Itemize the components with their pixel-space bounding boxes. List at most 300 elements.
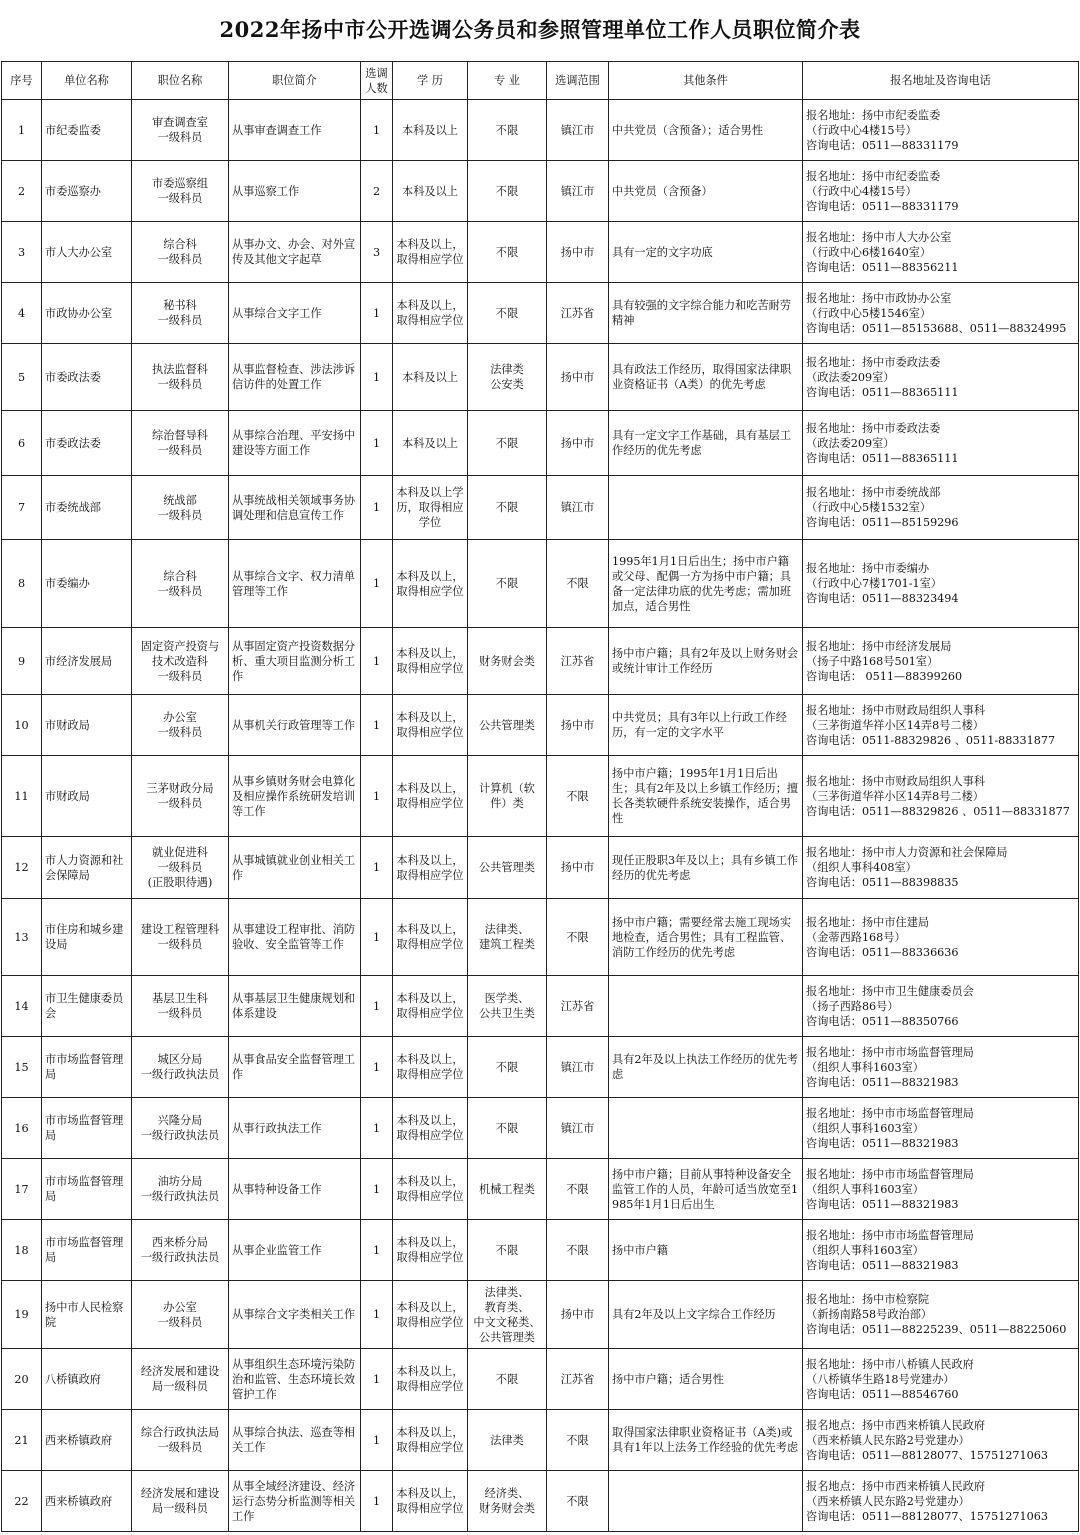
contact-address: 报名地址：扬中市检察院 （新扬南路58号政治部）	[806, 1293, 933, 1321]
cell-other-conditions: 扬中市户籍；需要经常去施工现场实地检查，适合男性；具有工程监管、消防工作经历的优先考虑	[609, 899, 803, 976]
table-row	[2, 1037, 1079, 1098]
cell-major: 不限	[468, 100, 547, 161]
cell-scope: 江苏省	[547, 283, 609, 344]
cell-contact	[803, 161, 1079, 222]
cell-position: 综合科 一级科员	[132, 540, 229, 628]
contact-address: 报名地址：扬中市住建局 （金蒂西路168号）	[806, 915, 930, 944]
cell-position: 执法监督科 一级科员	[132, 344, 229, 411]
table-row	[2, 756, 1079, 837]
cell-education: 本科及以上，取得相应学位	[393, 628, 468, 695]
cell-seq: 20	[2, 1349, 42, 1410]
cell-count: 1	[361, 695, 393, 756]
contact-phone: 咨询电话：0511—88398835	[806, 876, 959, 889]
cell-major: 法律类	[468, 1410, 547, 1471]
contact-address: 报名地址：扬中市委编办 （行政中心7楼1701-1室）	[806, 562, 942, 590]
cell-education: 本科及以上，取得相应学位	[393, 1471, 468, 1532]
cell-other-conditions: 扬中市户籍	[609, 1220, 803, 1281]
header-intro: 职位简介	[229, 62, 361, 100]
cell-unit: 市纪委监委	[42, 100, 132, 161]
cell-scope: 不限	[547, 540, 609, 628]
cell-intro: 从事建设工程审批、消防验收、安全监管等工作	[229, 899, 361, 976]
cell-seq: 9	[2, 628, 42, 695]
cell-position: 市委巡察组 一级科员	[132, 161, 229, 222]
table-row	[2, 222, 1079, 283]
cell-major: 不限	[468, 476, 547, 540]
contact-phone: 咨询电话：0511—88225239、0511—88225060	[806, 1323, 1067, 1336]
cell-major: 计算机（软件）类	[468, 756, 547, 837]
cell-major: 不限	[468, 1220, 547, 1281]
cell-position: 综合科 一级科员	[132, 222, 229, 283]
contact-address: 报名地址：扬中市纪委监委 （行政中心4楼15号）	[806, 169, 941, 198]
contact-address: 报名地址：扬中市人力资源和社会保障局 （组织人事科408室）	[806, 846, 1008, 874]
contact-address: 报名地址：扬中市市场监督管理局 （组织人事科1603室）	[806, 1228, 974, 1257]
cell-position: 办公室 一级科员	[132, 1281, 229, 1349]
cell-position: 办公室 一级科员	[132, 695, 229, 756]
cell-intro: 从事组织生态环境污染防治和监管、生态环境长效管护工作	[229, 1349, 361, 1410]
cell-major: 经济类、 财务财会类	[468, 1471, 547, 1532]
cell-unit: 扬中市人民检察院	[42, 1281, 132, 1349]
cell-other-conditions: 具有政法工作经历，取得国家法律职业资格证书（A类）的优先考虑	[609, 344, 803, 411]
cell-position: 经济发展和建设 局一级科员	[132, 1471, 229, 1532]
cell-unit: 西来桥镇政府	[42, 1410, 132, 1471]
contact-address: 报名地址：扬中市政协办公室 （行政中心5楼1546室）	[806, 291, 952, 320]
cell-position: 城区分局 一级行政执法员	[132, 1037, 229, 1098]
header-position: 职位名称	[132, 62, 229, 100]
cell-scope: 镇江市	[547, 1098, 609, 1159]
cell-seq: 3	[2, 222, 42, 283]
cell-other-conditions: 1995年1月1日后出生；扬中市户籍或父母、配偶一方为扬中市户籍；具备一定法律功底的优先考虑；需加班加点，适合男性	[609, 540, 803, 628]
cell-unit: 市经济发展局	[42, 628, 132, 695]
cell-scope: 扬中市	[547, 695, 609, 756]
cell-count: 1	[361, 1037, 393, 1098]
table-row	[2, 1098, 1079, 1159]
cell-unit: 市市场监督管理局	[42, 1098, 132, 1159]
cell-education: 本科及以上	[393, 100, 468, 161]
cell-education: 本科及以上，取得相应学位	[393, 540, 468, 628]
cell-unit: 市财政局	[42, 756, 132, 837]
cell-other-conditions: 具有一定文字工作基础，具有基层工作经历的优先考虑	[609, 411, 803, 476]
cell-education: 本科及以上，取得相应学位	[393, 837, 468, 899]
cell-unit: 八桥镇政府	[42, 1349, 132, 1410]
cell-education: 本科及以上，取得相应学位	[393, 1220, 468, 1281]
cell-unit: 市市场监督管理局	[42, 1159, 132, 1220]
table-row	[2, 837, 1079, 899]
cell-other-conditions: 具有一定的文字功底	[609, 222, 803, 283]
header-contact: 报名地址及咨询电话	[803, 62, 1079, 100]
cell-unit: 市政协办公室	[42, 283, 132, 344]
cell-position: 兴隆分局 一级行政执法员	[132, 1098, 229, 1159]
contact-phone: 咨询电话：0511—88356211	[806, 260, 959, 274]
cell-education: 本科及以上，取得相应学位	[393, 1037, 468, 1098]
cell-count: 1	[361, 540, 393, 628]
cell-scope: 镇江市	[547, 100, 609, 161]
cell-unit: 市住房和城乡建设局	[42, 899, 132, 976]
cell-count: 1	[361, 976, 393, 1037]
cell-count: 1	[361, 100, 393, 161]
header-edu: 学 历	[393, 62, 468, 100]
table-row	[2, 1159, 1079, 1220]
contact-address: 报名地址：扬中市卫生健康委员会 （扬子西路86号）	[806, 984, 974, 1013]
cell-count: 1	[361, 1281, 393, 1349]
cell-other-conditions: 扬中市户籍；1995年1月1日后出生；具有2年及以上乡镇工作经历；擅长各类软硬件系统安装操作，适合男性	[609, 756, 803, 837]
cell-intro: 从事企业监管工作	[229, 1220, 361, 1281]
cell-contact	[803, 1159, 1079, 1220]
position-table	[1, 61, 1079, 1532]
header-seq: 序号	[2, 62, 42, 100]
cell-seq: 1	[2, 100, 42, 161]
cell-major: 法律类、 教育类、 中文文秘类、 公共管理类	[468, 1281, 547, 1349]
cell-intro: 从事办文、办会、对外宣传及其他文字起草	[229, 222, 361, 283]
cell-count: 1	[361, 628, 393, 695]
cell-major: 医学类、 公共卫生类	[468, 976, 547, 1037]
cell-intro: 从事食品安全监督管理工作	[229, 1037, 361, 1098]
cell-other-conditions: 中共党员（含预备）	[609, 161, 803, 222]
cell-intro: 从事乡镇财务财会电算化及相应操作系统研发培训等工作	[229, 756, 361, 837]
cell-count: 1	[361, 1220, 393, 1281]
cell-scope: 扬中市	[547, 837, 609, 899]
cell-unit: 市财政局	[42, 695, 132, 756]
contact-phone: 咨询电话：0511—88331179	[806, 199, 959, 213]
cell-scope: 不限	[547, 1159, 609, 1220]
contact-phone: 咨询电话：0511—88321983	[806, 1075, 959, 1089]
cell-scope: 扬中市	[547, 344, 609, 411]
contact-phone: 咨询电话：0511—88336636	[806, 945, 959, 959]
cell-count: 1	[361, 1349, 393, 1410]
cell-major: 机械工程类	[468, 1159, 547, 1220]
cell-seq: 7	[2, 476, 42, 540]
cell-seq: 14	[2, 976, 42, 1037]
cell-position: 固定资产投资与 技术改造科 一级科员	[132, 628, 229, 695]
header-count: 选调人数	[361, 62, 393, 100]
contact-phone: 咨询电话：0511—88323494	[806, 592, 959, 605]
cell-contact	[803, 1037, 1079, 1098]
contact-phone: 咨询电话：0511—88128077、15751271063	[806, 1448, 1049, 1462]
table-row	[2, 161, 1079, 222]
cell-intro: 从事监督检查、涉法涉诉信访件的处置工作	[229, 344, 361, 411]
table-row	[2, 1281, 1079, 1349]
cell-position: 三茅财政分局 一级科员	[132, 756, 229, 837]
contact-address: 报名地址：扬中市委统战部 （行政中心5楼1532室）	[806, 486, 941, 514]
cell-education: 本科及以上，取得相应学位	[393, 222, 468, 283]
cell-scope: 扬中市	[547, 222, 609, 283]
cell-seq: 2	[2, 161, 42, 222]
cell-other-conditions: 具有2年及以上执法工作经历的优先考虑	[609, 1037, 803, 1098]
cell-other-conditions	[609, 1471, 803, 1532]
cell-count: 1	[361, 283, 393, 344]
contact-phone: 咨询电话：0511—88321983	[806, 1258, 959, 1272]
table-row	[2, 283, 1079, 344]
cell-count: 1	[361, 476, 393, 540]
cell-unit: 市人大办公室	[42, 222, 132, 283]
cell-position: 就业促进科 一级科员 (正股职待遇)	[132, 837, 229, 899]
cell-seq: 8	[2, 540, 42, 628]
cell-scope: 不限	[547, 1410, 609, 1471]
table-row	[2, 1471, 1079, 1532]
cell-intro: 从事全域经济建设、经济运行态势分析监测等相关工作	[229, 1471, 361, 1532]
cell-education: 本科及以上	[393, 161, 468, 222]
cell-intro: 从事综合执法、巡查等相关工作	[229, 1410, 361, 1471]
cell-intro: 从事综合文字工作	[229, 283, 361, 344]
contact-address: 报名地址：扬中市市场监督管理局 （组织人事科1603室）	[806, 1106, 974, 1135]
cell-unit: 西来桥镇政府	[42, 1471, 132, 1532]
cell-education: 本科及以上，取得相应学位	[393, 1281, 468, 1349]
header-other: 其他条件	[609, 62, 803, 100]
cell-education: 本科及以上，取得相应学位	[393, 976, 468, 1037]
cell-other-conditions	[609, 1098, 803, 1159]
cell-unit: 市委政法委	[42, 344, 132, 411]
cell-scope: 不限	[547, 1471, 609, 1532]
cell-seq: 15	[2, 1037, 42, 1098]
contact-address: 报名地址：扬中市委政法委 （政法委209室）	[806, 355, 941, 384]
contact-address: 报名地址：扬中市人大办公室 （行政中心6楼1640室）	[806, 230, 952, 259]
cell-education: 本科及以上，取得相应学位	[393, 1159, 468, 1220]
cell-intro: 从事审查调查工作	[229, 100, 361, 161]
cell-contact	[803, 1410, 1079, 1471]
contact-address: 报名地址：扬中市财政局组织人事科 （三茅街道华祥小区14弄8号二楼）	[806, 774, 986, 803]
cell-unit: 市委政法委	[42, 411, 132, 476]
cell-seq: 11	[2, 756, 42, 837]
cell-intro: 从事综合文字、权力清单管理等工作	[229, 540, 361, 628]
cell-scope: 江苏省	[547, 628, 609, 695]
cell-contact	[803, 411, 1079, 476]
cell-education: 本科及以上，取得相应学位	[393, 1098, 468, 1159]
contact-phone: 咨询电话：0511—88329826 、0511—88331877	[806, 804, 1070, 818]
cell-major: 不限	[468, 1037, 547, 1098]
header-scope: 选调范围	[547, 62, 609, 100]
contact-phone: 咨询电话： 0511—88399260	[806, 669, 963, 683]
cell-major: 不限	[468, 161, 547, 222]
table-row	[2, 695, 1079, 756]
cell-contact	[803, 976, 1079, 1037]
cell-other-conditions: 取得国家法律职业资格证书（A类)或具有1年以上法务工作经验的优先考虑	[609, 1410, 803, 1471]
cell-education: 本科及以上学历，取得相应学位	[393, 476, 468, 540]
contact-address: 报名地址：扬中市财政局组织人事科 （三茅街道华祥小区14弄8号二楼）	[806, 703, 986, 732]
cell-position: 基层卫生科 一级科员	[132, 976, 229, 1037]
cell-contact	[803, 1471, 1079, 1532]
cell-count: 3	[361, 222, 393, 283]
cell-position: 审查调查室 一级科员	[132, 100, 229, 161]
cell-unit: 市委巡察办	[42, 161, 132, 222]
cell-scope: 扬中市	[547, 411, 609, 476]
cell-education: 本科及以上，取得相应学位	[393, 756, 468, 837]
cell-major: 不限	[468, 283, 547, 344]
contact-phone: 咨询电话：0511—88546760	[806, 1387, 959, 1401]
cell-contact	[803, 899, 1079, 976]
table-row	[2, 1349, 1079, 1410]
cell-count: 1	[361, 1159, 393, 1220]
cell-education: 本科及以上，取得相应学位	[393, 1349, 468, 1410]
cell-education: 本科及以上，取得相应学位	[393, 1410, 468, 1471]
cell-seq: 21	[2, 1410, 42, 1471]
cell-seq: 12	[2, 837, 42, 899]
cell-major: 法律类 公安类	[468, 344, 547, 411]
cell-contact	[803, 100, 1079, 161]
cell-unit: 市委编办	[42, 540, 132, 628]
cell-count: 1	[361, 1410, 393, 1471]
contact-address: 报名地点：扬中市西来桥镇人民政府 （西来桥镇人民东路2号党建办）	[806, 1418, 986, 1447]
contact-address: 报名地址：扬中市八桥镇人民政府 （八桥镇华生路18号党建办）	[806, 1357, 974, 1386]
cell-major: 不限	[468, 1098, 547, 1159]
cell-other-conditions: 扬中市户籍；适合男性	[609, 1349, 803, 1410]
contact-phone: 咨询电话：0511—85153688、0511—88324995	[806, 321, 1067, 335]
table-row	[2, 628, 1079, 695]
cell-scope: 镇江市	[547, 161, 609, 222]
cell-contact	[803, 756, 1079, 837]
contact-phone: 咨询电话：0511—88321983	[806, 1136, 959, 1150]
contact-phone: 咨询电话：0511—88331179	[806, 138, 959, 152]
cell-scope: 镇江市	[547, 1037, 609, 1098]
table-row	[2, 100, 1079, 161]
cell-intro: 从事统战相关领域事务协调处理和信息宣传工作	[229, 476, 361, 540]
cell-major: 财务财会类	[468, 628, 547, 695]
cell-intro: 从事巡察工作	[229, 161, 361, 222]
cell-unit: 市人力资源和社会保障局	[42, 837, 132, 899]
cell-major: 公共管理类	[468, 837, 547, 899]
contact-address: 报名地址：扬中市市场监督管理局 （组织人事科1603室）	[806, 1167, 974, 1196]
contact-address: 报名地址：扬中市经济发展局 （扬子中路168号501室）	[806, 639, 952, 668]
cell-unit: 市委统战部	[42, 476, 132, 540]
cell-scope: 江苏省	[547, 1349, 609, 1410]
cell-major: 不限	[468, 222, 547, 283]
cell-other-conditions: 中共党员（含预备）；适合男性	[609, 100, 803, 161]
cell-intro: 从事行政执法工作	[229, 1098, 361, 1159]
header-row	[2, 62, 1079, 100]
table-row	[2, 1220, 1079, 1281]
table-row	[2, 976, 1079, 1037]
contact-address: 报名地址：扬中市纪委监委 （行政中心4楼15号）	[806, 108, 941, 137]
cell-contact	[803, 1098, 1079, 1159]
cell-scope: 江苏省	[547, 976, 609, 1037]
cell-education: 本科及以上	[393, 344, 468, 411]
cell-seq: 13	[2, 899, 42, 976]
cell-other-conditions: 扬中市户籍；具有2年及以上财务财会或统计审计工作经历	[609, 628, 803, 695]
cell-seq: 17	[2, 1159, 42, 1220]
cell-count: 1	[361, 756, 393, 837]
cell-contact	[803, 344, 1079, 411]
contact-phone: 咨询电话：0511—85159296	[806, 516, 959, 529]
cell-position: 经济发展和建设 局一级科员	[132, 1349, 229, 1410]
cell-other-conditions: 中共党员；具有3年以上行政工作经历，有一定的文字水平	[609, 695, 803, 756]
cell-contact	[803, 1349, 1079, 1410]
cell-education: 本科及以上，取得相应学位	[393, 899, 468, 976]
contact-phone: 咨询电话：0511-88329826 、0511-88331877	[806, 733, 1056, 747]
cell-contact	[803, 1220, 1079, 1281]
cell-seq: 22	[2, 1471, 42, 1532]
cell-other-conditions: 具有较强的文字综合能力和吃苦耐劳精神	[609, 283, 803, 344]
header-major: 专 业	[468, 62, 547, 100]
cell-unit: 市市场监督管理局	[42, 1220, 132, 1281]
cell-seq: 18	[2, 1220, 42, 1281]
cell-other-conditions: 扬中市户籍；目前从事特种设备安全监管工作的人员，年龄可适当放宽至1985年1月1日后出生	[609, 1159, 803, 1220]
contact-phone: 咨询电话：0511—88128077、15751271063	[806, 1509, 1049, 1523]
table-row	[2, 1410, 1079, 1471]
cell-scope: 扬中市	[547, 1281, 609, 1349]
cell-contact	[803, 1281, 1079, 1349]
cell-unit: 市卫生健康委员会	[42, 976, 132, 1037]
cell-intro: 从事特种设备工作	[229, 1159, 361, 1220]
contact-phone: 咨询电话：0511—88365111	[806, 451, 959, 465]
cell-contact	[803, 283, 1079, 344]
table-row	[2, 899, 1079, 976]
cell-intro: 从事固定资产投资数据分析、重大项目监测分析工作	[229, 628, 361, 695]
cell-other-conditions	[609, 976, 803, 1037]
cell-position: 秘书科 一级科员	[132, 283, 229, 344]
table-row	[2, 476, 1079, 540]
cell-major: 不限	[468, 1349, 547, 1410]
cell-scope: 不限	[547, 756, 609, 837]
cell-seq: 10	[2, 695, 42, 756]
cell-scope: 不限	[547, 899, 609, 976]
cell-intro: 从事城镇就业创业相关工作	[229, 837, 361, 899]
table-row	[2, 540, 1079, 628]
page-title: 2022年扬中市公开选调公务员和参照管理单位工作人员职位简介表	[219, 17, 861, 42]
cell-other-conditions: 具有2年及以上文字综合工作经历	[609, 1281, 803, 1349]
cell-position: 西来桥分局 一级行政执法员	[132, 1220, 229, 1281]
cell-other-conditions: 现任正股职3年及以上；具有乡镇工作经历的优先考虑	[609, 837, 803, 899]
cell-contact	[803, 222, 1079, 283]
table-body	[2, 100, 1079, 1532]
cell-scope: 镇江市	[547, 476, 609, 540]
cell-position: 油坊分局 一级行政执法员	[132, 1159, 229, 1220]
cell-contact	[803, 476, 1079, 540]
cell-count: 1	[361, 1471, 393, 1532]
cell-major: 公共管理类	[468, 695, 547, 756]
table-row	[2, 344, 1079, 411]
cell-count: 1	[361, 1098, 393, 1159]
cell-scope: 不限	[547, 1220, 609, 1281]
cell-major: 不限	[468, 540, 547, 628]
cell-position: 综合行政执法局 一级科员	[132, 1410, 229, 1471]
header-unit: 单位名称	[42, 62, 132, 100]
cell-contact	[803, 837, 1079, 899]
cell-intro: 从事综合治理、平安扬中建设等方面工作	[229, 411, 361, 476]
cell-position: 综治督导科 一级科员	[132, 411, 229, 476]
contact-address: 报名地点：扬中市西来桥镇人民政府 （西来桥镇人民东路2号党建办）	[806, 1479, 986, 1508]
cell-seq: 4	[2, 283, 42, 344]
cell-count: 1	[361, 344, 393, 411]
cell-education: 本科及以上，取得相应学位	[393, 283, 468, 344]
cell-other-conditions	[609, 476, 803, 540]
cell-seq: 19	[2, 1281, 42, 1349]
contact-phone: 咨询电话：0511—88365111	[806, 385, 959, 399]
cell-count: 1	[361, 899, 393, 976]
cell-seq: 5	[2, 344, 42, 411]
cell-education: 本科及以上	[393, 411, 468, 476]
cell-intro: 从事基层卫生健康规划和体系建设	[229, 976, 361, 1037]
cell-major: 不限	[468, 411, 547, 476]
cell-unit: 市市场监督管理局	[42, 1037, 132, 1098]
contact-phone: 咨询电话：0511—88350766	[806, 1014, 959, 1028]
cell-contact	[803, 628, 1079, 695]
cell-position: 建设工程管理科 一级科员	[132, 899, 229, 976]
cell-count: 1	[361, 837, 393, 899]
cell-contact	[803, 695, 1079, 756]
cell-seq: 16	[2, 1098, 42, 1159]
cell-intro: 从事机关行政管理等工作	[229, 695, 361, 756]
cell-seq: 6	[2, 411, 42, 476]
cell-intro: 从事综合文字类相关工作	[229, 1281, 361, 1349]
table-row	[2, 411, 1079, 476]
cell-contact	[803, 540, 1079, 628]
cell-position: 统战部 一级科员	[132, 476, 229, 540]
cell-count: 2	[361, 161, 393, 222]
contact-address: 报名地址：扬中市市场监督管理局 （组织人事科1603室）	[806, 1045, 974, 1074]
cell-major: 法律类、 建筑工程类	[468, 899, 547, 976]
cell-education: 本科及以上，取得相应学位	[393, 695, 468, 756]
contact-phone: 咨询电话：0511—88321983	[806, 1197, 959, 1211]
contact-address: 报名地址：扬中市委政法委 （政法委209室）	[806, 421, 941, 450]
cell-count: 1	[361, 411, 393, 476]
